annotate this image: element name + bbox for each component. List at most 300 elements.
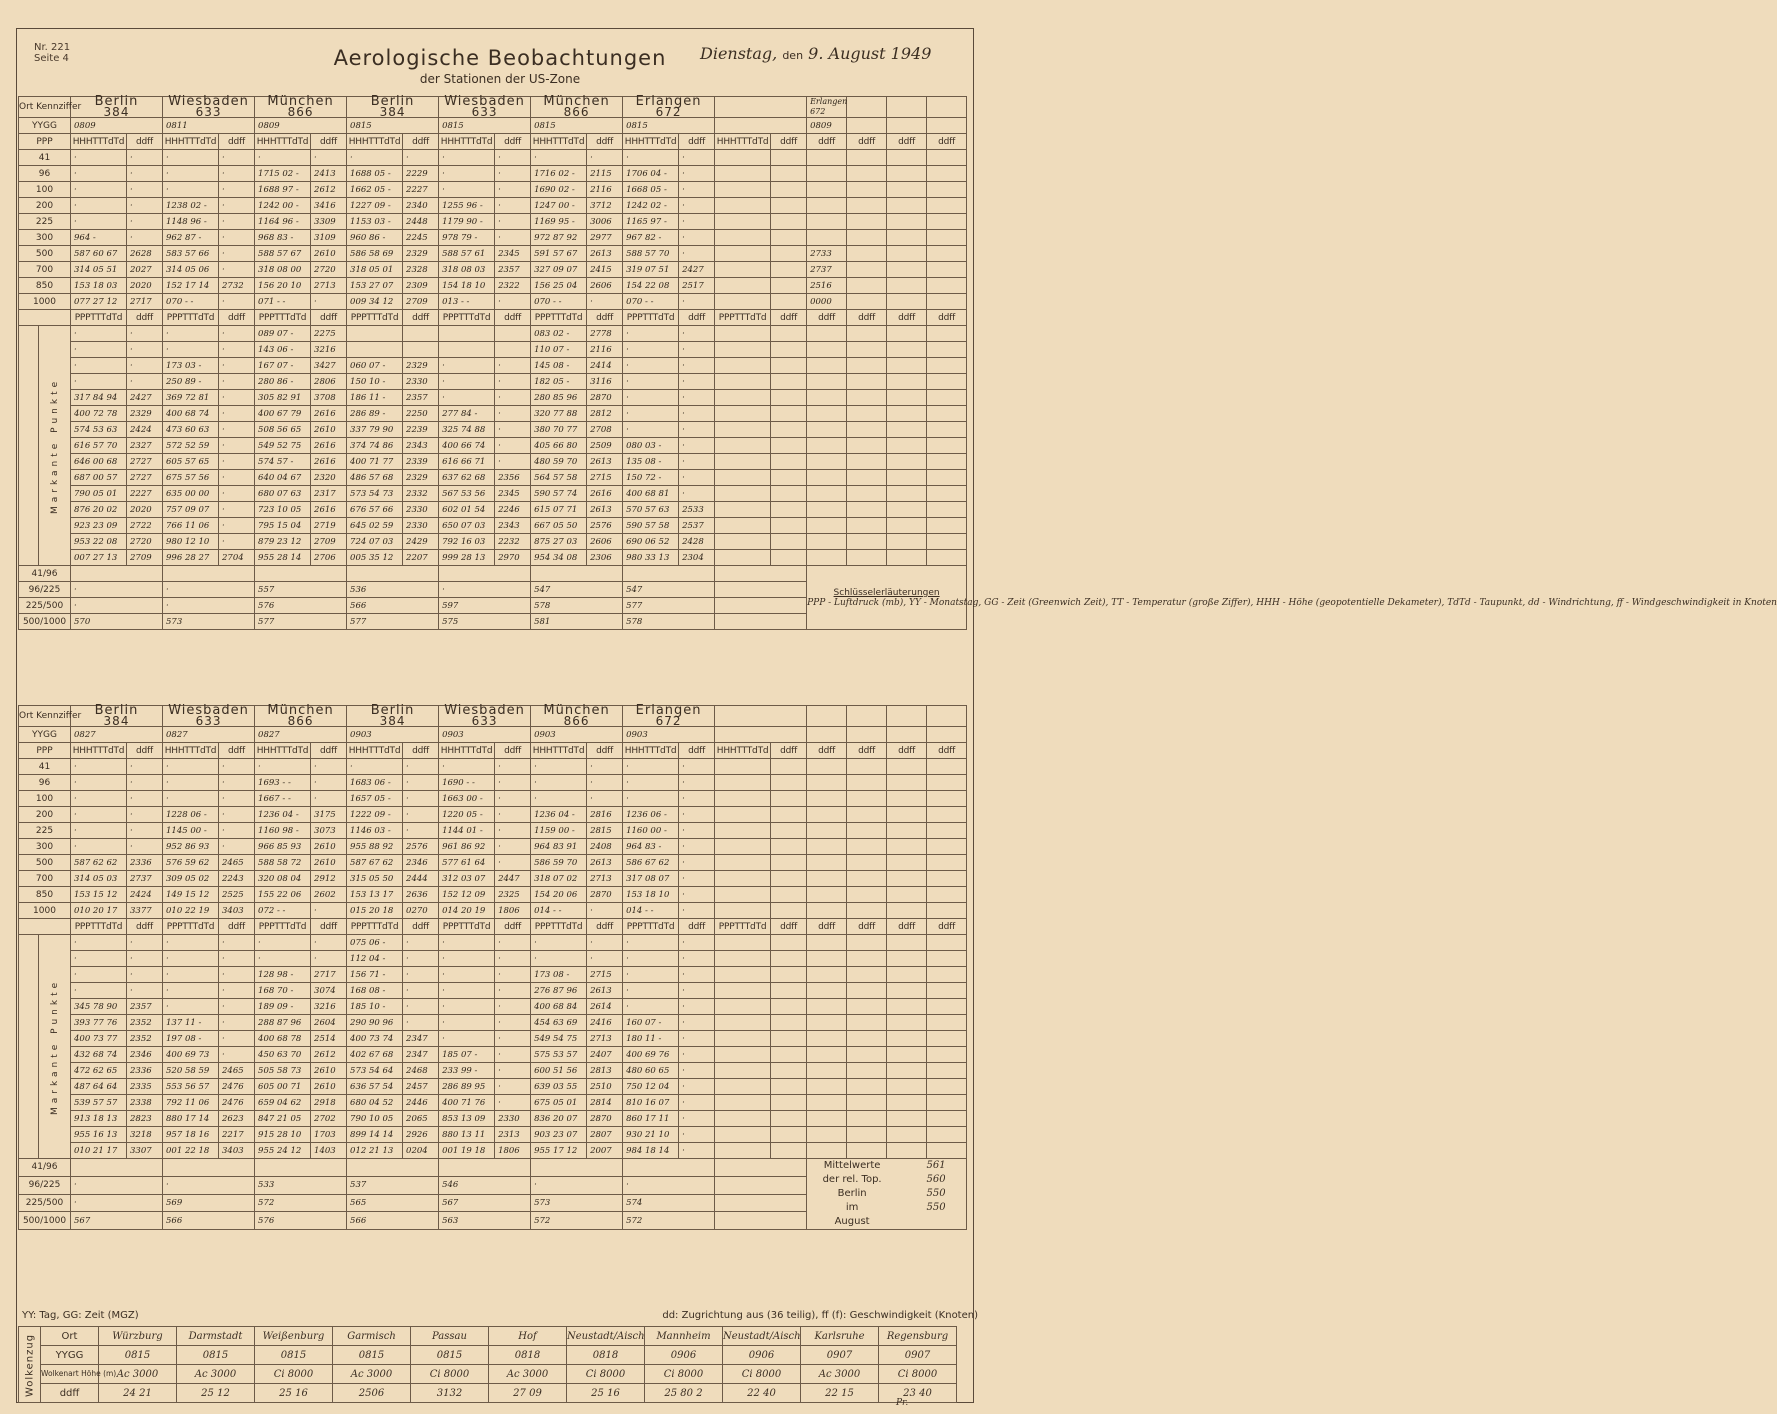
observation-value (771, 1047, 807, 1063)
observation-value: 1715 02 - (255, 166, 311, 182)
observation-value: 2727 (127, 454, 163, 470)
rel-top-value: · (71, 1176, 163, 1194)
observation-value: 2347 (403, 1031, 439, 1047)
observation-value: · (679, 1095, 715, 1111)
observation-value: · (495, 935, 531, 951)
observation-value (847, 166, 887, 182)
observation-value: 2207 (403, 550, 439, 566)
station-name: Erlangen 672 (807, 97, 847, 118)
observation-value: 1242 02 - (623, 198, 679, 214)
observation-value: 964 - (71, 230, 127, 246)
rel-top-value: 566 (347, 598, 439, 614)
observation-value: 2336 (127, 855, 163, 871)
observation-value: 2007 (587, 1143, 623, 1159)
observation-value (807, 230, 847, 246)
observation-value (771, 1111, 807, 1127)
observation-value: · (439, 166, 495, 182)
wolkenzug-value: Ac 3000 (801, 1365, 879, 1384)
observation-value: 2926 (403, 1127, 439, 1143)
station-name (255, 94, 347, 119)
ppp-header-row (19, 743, 967, 759)
observation-value: 640 04 67 (255, 470, 311, 486)
observation-value: · (679, 935, 715, 951)
observation-value: · (495, 166, 531, 182)
rel-top-value: 566 (347, 1212, 439, 1230)
ppp-level: 41 (19, 150, 71, 166)
observation-value (927, 1143, 967, 1159)
observation-value: 520 58 59 (163, 1063, 219, 1079)
observation-value: 014 - - (531, 903, 587, 919)
observation-value: 2616 (311, 438, 347, 454)
observation-value: 954 34 08 (531, 550, 587, 566)
observation-value (771, 214, 807, 230)
markante-row (19, 374, 967, 390)
observation-value (887, 759, 927, 775)
rel-top-value: 578 (623, 614, 715, 630)
spacer-cell (19, 310, 71, 326)
observation-value: 128 98 - (255, 967, 311, 983)
mittelwerte-label: August (834, 1216, 870, 1227)
observation-value: 153 15 12 (71, 887, 127, 903)
observation-value: 3307 (127, 1143, 163, 1159)
rel-top-value: 536 (347, 582, 439, 598)
observation-value: 3109 (311, 230, 347, 246)
observation-value: 2304 (679, 550, 715, 566)
observation-value: 197 08 - (163, 1031, 219, 1047)
observation-value: 112 04 - (347, 951, 403, 967)
observation-value (715, 470, 771, 486)
observation-value: · (71, 374, 127, 390)
observation-value (771, 935, 807, 951)
markante-row (19, 422, 967, 438)
observation-value: 2606 (587, 534, 623, 550)
observation-value (495, 326, 531, 342)
observation-value (887, 1063, 927, 1079)
markante-row (19, 358, 967, 374)
observation-value: · (403, 999, 439, 1015)
observation-value: 2320 (311, 470, 347, 486)
observation-value (847, 871, 887, 887)
observation-value: 2823 (127, 1111, 163, 1127)
observation-value: 588 57 70 (623, 246, 679, 262)
observation-value: · (311, 759, 347, 775)
observation-value: 010 21 17 (71, 1143, 127, 1159)
observation-value: 3427 (311, 358, 347, 374)
wolkenzug-value: 0906 (645, 1346, 723, 1365)
observation-value (715, 759, 771, 775)
rel-top-value (623, 1159, 715, 1177)
observation-value: 080 03 - (623, 438, 679, 454)
observation-value (887, 262, 927, 278)
observation-value (715, 1063, 771, 1079)
wolkenzug-value: Ac 3000 (333, 1365, 411, 1384)
observation-value: 2476 (219, 1079, 255, 1095)
observation-value: · (495, 358, 531, 374)
observation-value: 2612 (311, 1047, 347, 1063)
observation-value (771, 871, 807, 887)
observation-value: · (255, 951, 311, 967)
station-name (347, 703, 439, 728)
rel-top-value: 567 (71, 1212, 163, 1230)
observation-value: 675 57 56 (163, 470, 219, 486)
observation-value: 964 83 91 (531, 839, 587, 855)
observation-value (771, 422, 807, 438)
observation-value: 930 21 10 (623, 1127, 679, 1143)
observation-value (847, 1095, 887, 1111)
observation-value: 836 20 07 (531, 1111, 587, 1127)
observation-value: 2610 (311, 855, 347, 871)
observation-value (715, 983, 771, 999)
observation-value: · (495, 967, 531, 983)
observation-value: 2356 (495, 470, 531, 486)
yygg-value: 0815 (623, 118, 715, 134)
level-row (19, 262, 967, 278)
year: 1949 (890, 44, 932, 63)
rel-top-value (715, 566, 807, 582)
rel-top-value (347, 566, 439, 582)
observation-value: 790 10 05 (347, 1111, 403, 1127)
observation-value: 2722 (127, 518, 163, 534)
observation-value (927, 791, 967, 807)
observation-value: · (219, 1047, 255, 1063)
observation-value: 2576 (403, 839, 439, 855)
rel-top-value: 566 (163, 1212, 255, 1230)
station-name (847, 706, 887, 727)
observation-value: · (495, 1079, 531, 1095)
hhh-column-header: HHHTTTdTd (623, 134, 679, 150)
yygg-value: 0809 (807, 118, 847, 134)
observation-value: · (495, 454, 531, 470)
observation-value: 2427 (679, 262, 715, 278)
observation-value: · (71, 326, 127, 342)
observation-value: 588 57 61 (439, 246, 495, 262)
observation-value (887, 935, 927, 951)
observation-value (807, 951, 847, 967)
observation-value (771, 470, 807, 486)
observation-value: 2414 (587, 358, 623, 374)
observation-value: 2709 (311, 534, 347, 550)
observation-value: · (71, 342, 127, 358)
observation-value: · (163, 775, 219, 791)
observation-value (771, 1143, 807, 1159)
wolkenzug-value: Würzburg (99, 1327, 177, 1346)
observation-value (887, 1031, 927, 1047)
observation-value: 2713 (587, 871, 623, 887)
observation-value: · (495, 374, 531, 390)
observation-value: 0000 (807, 294, 847, 310)
observation-value: 2447 (495, 871, 531, 887)
observation-value (887, 791, 927, 807)
observation-value: 766 11 06 (163, 518, 219, 534)
station-name (71, 94, 163, 119)
observation-value: · (679, 294, 715, 310)
observation-value: 1164 96 - (255, 214, 311, 230)
markante-row (19, 1111, 967, 1127)
observation-value: 553 56 57 (163, 1079, 219, 1095)
rel-top-label: 225/500 (19, 598, 71, 614)
observation-value: 586 59 70 (531, 855, 587, 871)
observation-value: · (679, 839, 715, 855)
markante-row (19, 1079, 967, 1095)
observation-value: 572 52 59 (163, 438, 219, 454)
markante-punkte-label: Markante Punkte (39, 935, 71, 1159)
hhh-column-header: HHHTTTdTd (715, 134, 771, 150)
observation-value: 2352 (127, 1031, 163, 1047)
rel-top-value: 581 (531, 614, 623, 630)
observation-value: · (219, 358, 255, 374)
observation-value: 2616 (311, 502, 347, 518)
observation-value (715, 775, 771, 791)
observation-value: 288 87 96 (255, 1015, 311, 1031)
observation-value (887, 871, 927, 887)
rel-top-value (531, 1159, 623, 1177)
observation-value (715, 518, 771, 534)
observation-value: 2407 (587, 1047, 623, 1063)
observation-value: · (679, 1079, 715, 1095)
observation-value: · (71, 983, 127, 999)
observation-value (927, 887, 967, 903)
observation-value: 180 11 - (623, 1031, 679, 1047)
observation-value: 070 - - (623, 294, 679, 310)
observation-value: 280 85 96 (531, 390, 587, 406)
observation-value: 2343 (495, 518, 531, 534)
observation-value: · (495, 390, 531, 406)
observation-value (715, 422, 771, 438)
pppt-column-header: PPPTTTdTd (439, 919, 495, 935)
observation-value: 154 22 08 (623, 278, 679, 294)
observation-value: 317 08 07 (623, 871, 679, 887)
observation-value: 374 74 86 (347, 438, 403, 454)
rel-top-value: · (71, 1194, 163, 1212)
observation-value: · (623, 342, 679, 358)
observation-value: 286 89 95 (439, 1079, 495, 1095)
observation-value: 645 02 59 (347, 518, 403, 534)
observation-value: 152 12 09 (439, 887, 495, 903)
observation-value: · (679, 1047, 715, 1063)
observation-value: 400 69 73 (163, 1047, 219, 1063)
station-title: München (543, 703, 610, 718)
observation-value: 2870 (587, 390, 623, 406)
observation-value: · (219, 823, 255, 839)
yygg-value: 0827 (255, 727, 347, 743)
markante-row (19, 342, 967, 358)
observation-value: · (679, 1143, 715, 1159)
observation-value (771, 390, 807, 406)
observation-value: · (403, 967, 439, 983)
station-header-row (19, 706, 967, 727)
rel-top-value: 573 (531, 1194, 623, 1212)
observation-value: 2708 (587, 422, 623, 438)
observation-value: 2357 (403, 390, 439, 406)
observation-value: · (531, 150, 587, 166)
rel-top-value: 572 (623, 1212, 715, 1230)
station-code: 384 (103, 105, 130, 119)
observation-value: 014 - - (623, 903, 679, 919)
observation-value (807, 1015, 847, 1031)
station-name (623, 703, 715, 728)
observation-value: 009 34 12 (347, 294, 403, 310)
observation-value: 154 18 10 (439, 278, 495, 294)
observation-value (927, 1031, 967, 1047)
rel-top-value: 547 (531, 582, 623, 598)
observation-value: 605 00 71 (255, 1079, 311, 1095)
observation-value (715, 1031, 771, 1047)
observation-value: · (219, 807, 255, 823)
observation-value: 1667 - - (255, 791, 311, 807)
observation-value: 2806 (311, 374, 347, 390)
observation-value: · (219, 791, 255, 807)
wolkenzug-value: 0815 (99, 1346, 177, 1365)
observation-value: 680 04 52 (347, 1095, 403, 1111)
hhh-column-header: HHHTTTdTd (255, 743, 311, 759)
observation-value: 952 86 93 (163, 839, 219, 855)
observation-value: 2616 (587, 486, 623, 502)
observation-value: 150 72 - (623, 470, 679, 486)
observation-value: · (127, 823, 163, 839)
observation-value: 400 72 78 (71, 406, 127, 422)
station-title: Berlin (94, 703, 139, 718)
observation-value: · (219, 246, 255, 262)
observation-value: · (219, 406, 255, 422)
station-code: 384 (379, 105, 406, 119)
level-row (19, 823, 967, 839)
ddff-column-header: ddff (311, 310, 347, 326)
observation-value: · (679, 342, 715, 358)
observation-value: 2424 (127, 422, 163, 438)
hhh-column-header: HHHTTTdTd (163, 134, 219, 150)
observation-value: 2415 (587, 262, 623, 278)
level-row (19, 294, 967, 310)
observation-value: 400 67 79 (255, 406, 311, 422)
observation-value: 2332 (403, 486, 439, 502)
yygg-row (19, 727, 967, 743)
observation-value: · (679, 422, 715, 438)
observation-value (927, 214, 967, 230)
observation-value: 2812 (587, 406, 623, 422)
rel-top-label: 500/1000 (19, 1212, 71, 1230)
observation-value (847, 775, 887, 791)
observation-value (887, 454, 927, 470)
observation-value (887, 534, 927, 550)
observation-value (771, 791, 807, 807)
pppt-column-header: PPPTTTdTd (531, 919, 587, 935)
observation-value (927, 294, 967, 310)
observation-value: 318 08 00 (255, 262, 311, 278)
spacer-cell (19, 919, 71, 935)
observation-value: 173 08 - (531, 967, 587, 983)
observation-value: 2329 (403, 358, 439, 374)
observation-value (807, 166, 847, 182)
ppp-label: PPP (19, 743, 71, 759)
ddff-column-header: ddff (495, 919, 531, 935)
observation-value: 2706 (311, 550, 347, 566)
observation-value: 089 07 - (255, 326, 311, 342)
observation-value (715, 807, 771, 823)
observation-value: · (495, 823, 531, 839)
observation-value: · (311, 951, 347, 967)
observation-value (771, 358, 807, 374)
wolkenzug-value: 0907 (879, 1346, 957, 1365)
ddff-column-header: ddff (127, 310, 163, 326)
yygg-value: 0903 (623, 727, 715, 743)
observation-value: · (219, 230, 255, 246)
observation-value: 978 79 - (439, 230, 495, 246)
observation-value (715, 887, 771, 903)
rel-top-value: 572 (255, 1194, 347, 1212)
observation-value (927, 438, 967, 454)
hhh-column-header: HHHTTTdTd (347, 134, 403, 150)
hhh-column-header: HHHTTTdTd (255, 134, 311, 150)
observation-value: 186 11 - (347, 390, 403, 406)
mittelwerte-label: der rel. Top. (822, 1174, 882, 1185)
station-code: 866 (287, 714, 314, 728)
observation-value (927, 502, 967, 518)
observation-value (715, 214, 771, 230)
rel-top-row (19, 1159, 967, 1177)
observation-value: · (679, 1111, 715, 1127)
observation-value: 2709 (403, 294, 439, 310)
wolkenzug-value: Hof (489, 1327, 567, 1346)
observation-value: 2616 (311, 406, 347, 422)
station-code: 633 (471, 105, 498, 119)
ddff-column-header: ddff (311, 743, 347, 759)
observation-value (847, 230, 887, 246)
pppt-column-header: PPPTTTdTd (439, 310, 495, 326)
yygg-value: 0809 (71, 118, 163, 134)
markante-row (19, 502, 967, 518)
observation-value: 2448 (403, 214, 439, 230)
rel-top-value: · (531, 1176, 623, 1194)
observation-value: 487 64 64 (71, 1079, 127, 1095)
observation-value: · (127, 791, 163, 807)
observation-value: 880 17 14 (163, 1111, 219, 1127)
observation-value: 400 68 84 (531, 999, 587, 1015)
observation-value (771, 454, 807, 470)
observation-value (887, 951, 927, 967)
station-name (163, 94, 255, 119)
observation-value: 2814 (587, 1095, 623, 1111)
observation-value: 2610 (311, 246, 347, 262)
observation-value: 549 54 75 (531, 1031, 587, 1047)
hhh-column-header: HHHTTTdTd (439, 743, 495, 759)
observation-value: 810 16 07 (623, 1095, 679, 1111)
observation-value (847, 967, 887, 983)
observation-value: · (127, 166, 163, 182)
yygg-value: 0809 (255, 118, 347, 134)
page-subtitle: der Stationen der US-Zone (419, 72, 581, 86)
observation-value (887, 550, 927, 566)
observation-value: 1144 01 - (439, 823, 495, 839)
observation-value: 1238 02 - (163, 198, 219, 214)
ddff-column-header: ddff (587, 134, 623, 150)
level-row (19, 230, 967, 246)
observation-value: · (679, 759, 715, 775)
rel-top-label: 500/1000 (19, 614, 71, 630)
observation-value: · (495, 214, 531, 230)
observation-value: 1179 90 - (439, 214, 495, 230)
observation-value (887, 839, 927, 855)
observation-value (439, 342, 495, 358)
observation-value: · (71, 823, 127, 839)
observation-value (927, 358, 967, 374)
observation-value (887, 278, 927, 294)
observation-value: · (311, 775, 347, 791)
observation-value (771, 1095, 807, 1111)
ddff-column-header: ddff (403, 310, 439, 326)
observation-value: 2720 (311, 262, 347, 278)
observation-value (887, 390, 927, 406)
observation-value (847, 534, 887, 550)
